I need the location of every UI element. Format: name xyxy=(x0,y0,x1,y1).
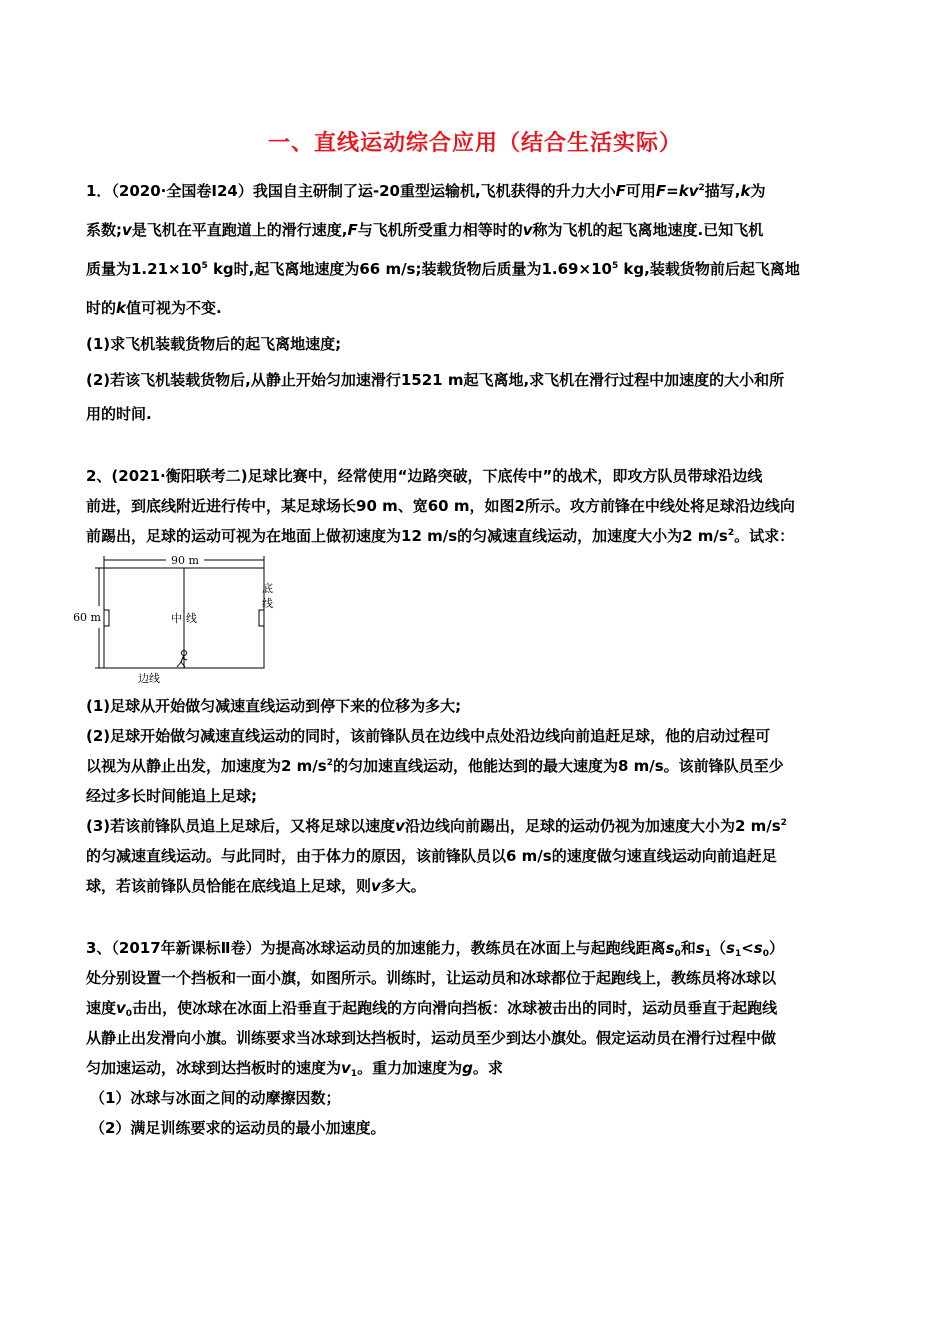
right-goal xyxy=(259,610,264,626)
q2-line-2: 前进，到底线附近进行传中，某足球场长90 m、宽60 m，如图2所示。攻方前锋在中线处将足球沿边线向 xyxy=(86,497,795,515)
q3-line-2: 处分别设置一个挡板和一面小旗，如图所示。训练时，让运动员和冰球都位于起跑线上，教练员将冰球以 xyxy=(86,969,777,987)
sideline-label: 边线 xyxy=(138,672,160,685)
q2-sub-2-line-2: 以视为从静止出发，加速度为2 $m/s^2$的匀加速直线运动，他能达到的最大速度为8 m/s。该前锋队员至少 xyxy=(86,757,784,775)
width-label: 60 m xyxy=(73,611,101,624)
bottom-line-label-2: 线 xyxy=(262,597,273,610)
q2-sub-3-line-3: 球，若该前锋队员恰能在底线追上足球，则v多大。 xyxy=(86,877,426,895)
q3-line-5: 匀加速运动，冰球到达挡板时的速度为$v_1$。重力加速度为g。求 xyxy=(86,1059,503,1079)
q2-sub-3-line-1: (3)若该前锋队员追上足球后，又将足球以速度v沿边线向前踢出，足球的运动仍视为加速度大小为2 $m/s^2$ xyxy=(86,817,787,835)
q1-line-4: 时的k值可视为不变. xyxy=(86,299,222,317)
soccer-field-diagram xyxy=(73,550,280,690)
q2-sub-2-line-1: (2)足球开始做匀减速直线运动的同时，该前锋队员在边线中点处沿边线向前追赶足球，他的启动过程可 xyxy=(86,727,771,745)
q3-line-3: 速度$v_0$击出，使冰球在冰面上沿垂直于起跑线的方向滑向挡板：冰球被击出的同时，运动员垂直于起跑线 xyxy=(86,999,778,1019)
player-icon xyxy=(177,651,187,668)
length-label: 90 m xyxy=(171,554,199,567)
page-title: 一、直线运动综合应用（结合生活实际） xyxy=(267,131,682,156)
bottom-line-label-1: 底 xyxy=(262,582,273,595)
q1-line-2: 系数;v是飞机在平直跑道上的滑行速度,F与飞机所受重力相等时的v称为飞机的起飞离地速度.已知飞机 xyxy=(86,221,764,239)
q1-sub-2-line-2: 用的时间. xyxy=(86,405,152,423)
q3-sub-1: （1）冰球与冰面之间的动摩擦因数； xyxy=(90,1089,341,1107)
q2-sub-3-line-2: 的匀减速直线运动。与此同时，由于体力的原因，该前锋队员以6 m/s的速度做匀速直线运动向前追赶足 xyxy=(86,847,777,865)
q2-sub-1: (1)足球从开始做匀减速直线运动到停下来的位移为多大; xyxy=(86,697,462,715)
q1-line-1: 1．（2020·全国卷Ⅰ24）我国自主研制了运-20重型运输机,飞机获得的升力大小F可用$F=kv^2$描写,k为 xyxy=(86,182,766,200)
q2-line-3: 前踢出，足球的运动可视为在地面上做初速度为12 m/s的匀减速直线运动，加速度大小为2 $m/s^2$。试求： xyxy=(86,527,795,545)
midline-label-1: 中 xyxy=(171,612,182,625)
left-goal xyxy=(104,610,109,626)
q2-sub-2-line-3: 经过多长时间能追上足球; xyxy=(86,787,257,805)
q1-line-3: 质量为$1.21\times 10^5$ kg时,起飞离地速度为66 m/s;装载货物后质量为$1.69\times 10^5$ kg,装载货物前后起飞离地 xyxy=(86,260,800,278)
q2-line-1: 2、(2021·衡阳联考二)足球比赛中，经常使用“边路突破，下底传中”的战术，即攻方队员带球沿边线 xyxy=(86,467,763,485)
q1-sub-2-line-1: (2)若该飞机装载货物后,从静止开始匀加速滑行1521 m起飞离地,求飞机在滑行过程中加速度的大小和所 xyxy=(86,371,785,389)
q3-line-1: 3、（2017年新课标Ⅱ卷）为提高冰球运动员的加速能力，教练员在冰面上与起跑线距离$s_0$和$s_1(s_1<s_0)$ xyxy=(86,939,785,959)
midline-label-2: 线 xyxy=(186,612,197,625)
q3-sub-2: （2）满足训练要求的运动员的最小加速度。 xyxy=(90,1119,386,1137)
q1-sub-1: (1)求飞机装载货物后的起飞离地速度; xyxy=(86,335,342,353)
q3-line-4: 从静止出发滑向小旗。训练要求当冰球到达挡板时，运动员至少到达小旗处。假定运动员在滑行过程中做 xyxy=(86,1029,777,1047)
